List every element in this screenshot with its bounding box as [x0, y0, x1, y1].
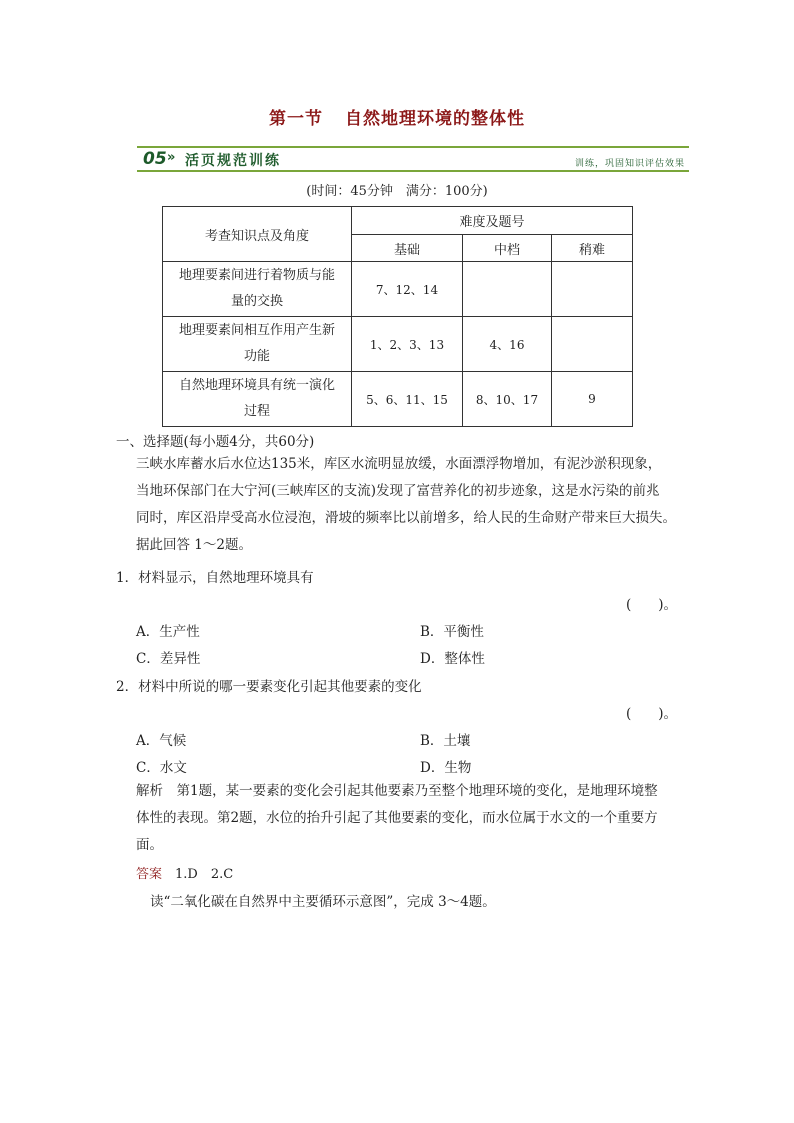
- row-topic-line: 过程: [243, 404, 270, 419]
- row-topic: [163, 262, 352, 317]
- answer-text: 1.D 2.C: [175, 867, 234, 882]
- page-title: [0, 104, 794, 129]
- analysis-line: 体性的表现。第2题，水位的抬升引起了其他要素的变化，而水位属于水文的一个重要方: [136, 810, 658, 826]
- title-section: 第一节: [269, 109, 323, 129]
- material-line: 三峡水库蓄水后水位达135米，库区水流明显放缓，水面漂浮物增加，有泥沙淤积现象，: [136, 456, 662, 472]
- material-line: 同时，库区沿岸受高水位浸泡，滑坡的频率比以前增多，给人民的生命财产带来巨大损失。: [136, 510, 676, 526]
- row-basic: 1、2、3、13: [352, 317, 463, 372]
- header-level-hard: 稍难: [552, 235, 633, 262]
- row-hard: 9: [552, 372, 633, 427]
- header-topic: 考查知识点及角度: [163, 207, 352, 262]
- time-info: (时间：45分钟 满分：100分): [306, 184, 488, 199]
- section-banner: [137, 146, 689, 174]
- row-topic-line: 自然地理环境具有统一演化: [178, 378, 335, 393]
- row-topic: [163, 317, 352, 372]
- header-difficulty: 难度及题号: [352, 207, 633, 235]
- banner-slogan: 训练，巩固知识评估效果: [574, 159, 685, 169]
- material-passage: [136, 451, 676, 559]
- question-1-option-d: D．整体性: [420, 651, 485, 667]
- row-hard: [552, 262, 633, 317]
- question-2-option-c: C．水文: [136, 760, 187, 776]
- analysis-text: 第1题，某一要素的变化会引起其他要素乃至整个地理环境的变化，是地理环境整: [176, 783, 658, 799]
- answer-label: 答案: [136, 867, 163, 882]
- section-heading: 一、选择题(每小题4分，共60分): [116, 434, 315, 450]
- table-row: [163, 262, 633, 317]
- banner-number: 05: [143, 149, 167, 169]
- row-medium: 4、16: [463, 317, 552, 372]
- question-2-option-b: B．土壤: [420, 733, 471, 749]
- banner-bottom-rule: [137, 170, 689, 172]
- question-2-option-d: D．生物: [420, 760, 472, 776]
- knowledge-table: [162, 206, 633, 427]
- analysis-block: [136, 778, 658, 859]
- title-topic: 自然地理环境的整体性: [345, 109, 525, 129]
- row-topic-line: 量的交换: [230, 294, 283, 309]
- banner-arrow-icon: »: [167, 150, 176, 165]
- question-2-blank: ( )。: [626, 706, 678, 722]
- table-row: [163, 372, 633, 427]
- row-basic: 5、6、11、15: [352, 372, 463, 427]
- question-2-option-a: A．气候: [136, 733, 187, 749]
- material-line: 据此回答 1～2题。: [136, 537, 252, 553]
- analysis-label: 解析: [136, 783, 163, 799]
- next-prompt: 读“二氧化碳在自然界中主要循环示意图”，完成 3～4题。: [150, 894, 496, 910]
- banner-top-rule: [137, 146, 689, 148]
- question-1-option-a: A．生产性: [136, 624, 200, 640]
- row-topic-line: 地理要素间进行着物质与能: [178, 268, 335, 283]
- row-medium: 8、10、17: [463, 372, 552, 427]
- table-row: [163, 317, 633, 372]
- header-level-medium: 中档: [463, 235, 552, 262]
- row-basic: 7、12、14: [352, 262, 463, 317]
- question-2-stem: 2．材料中所说的哪一要素变化引起其他要素的变化: [116, 679, 422, 695]
- question-1-stem: 1．材料显示，自然地理环境具有: [116, 570, 314, 586]
- row-topic-line: 地理要素间相互作用产生新: [178, 323, 335, 338]
- header-level-basic: 基础: [352, 235, 463, 262]
- row-topic-line: 功能: [243, 349, 270, 364]
- analysis-line: [136, 778, 658, 805]
- answer-line: [136, 863, 233, 882]
- material-line: 当地环保部门在大宁河(三峡库区的支流)发现了富营养化的初步迹象，这是水污染的前兆: [136, 483, 660, 499]
- row-medium: [463, 262, 552, 317]
- row-hard: [552, 317, 633, 372]
- question-1-blank: ( )。: [626, 597, 678, 613]
- question-1-option-c: C．差异性: [136, 651, 201, 667]
- banner-label: 活页规范训练: [185, 153, 281, 169]
- row-topic: [163, 372, 352, 427]
- analysis-line: 面。: [136, 837, 163, 853]
- question-1-option-b: B．平衡性: [420, 624, 484, 640]
